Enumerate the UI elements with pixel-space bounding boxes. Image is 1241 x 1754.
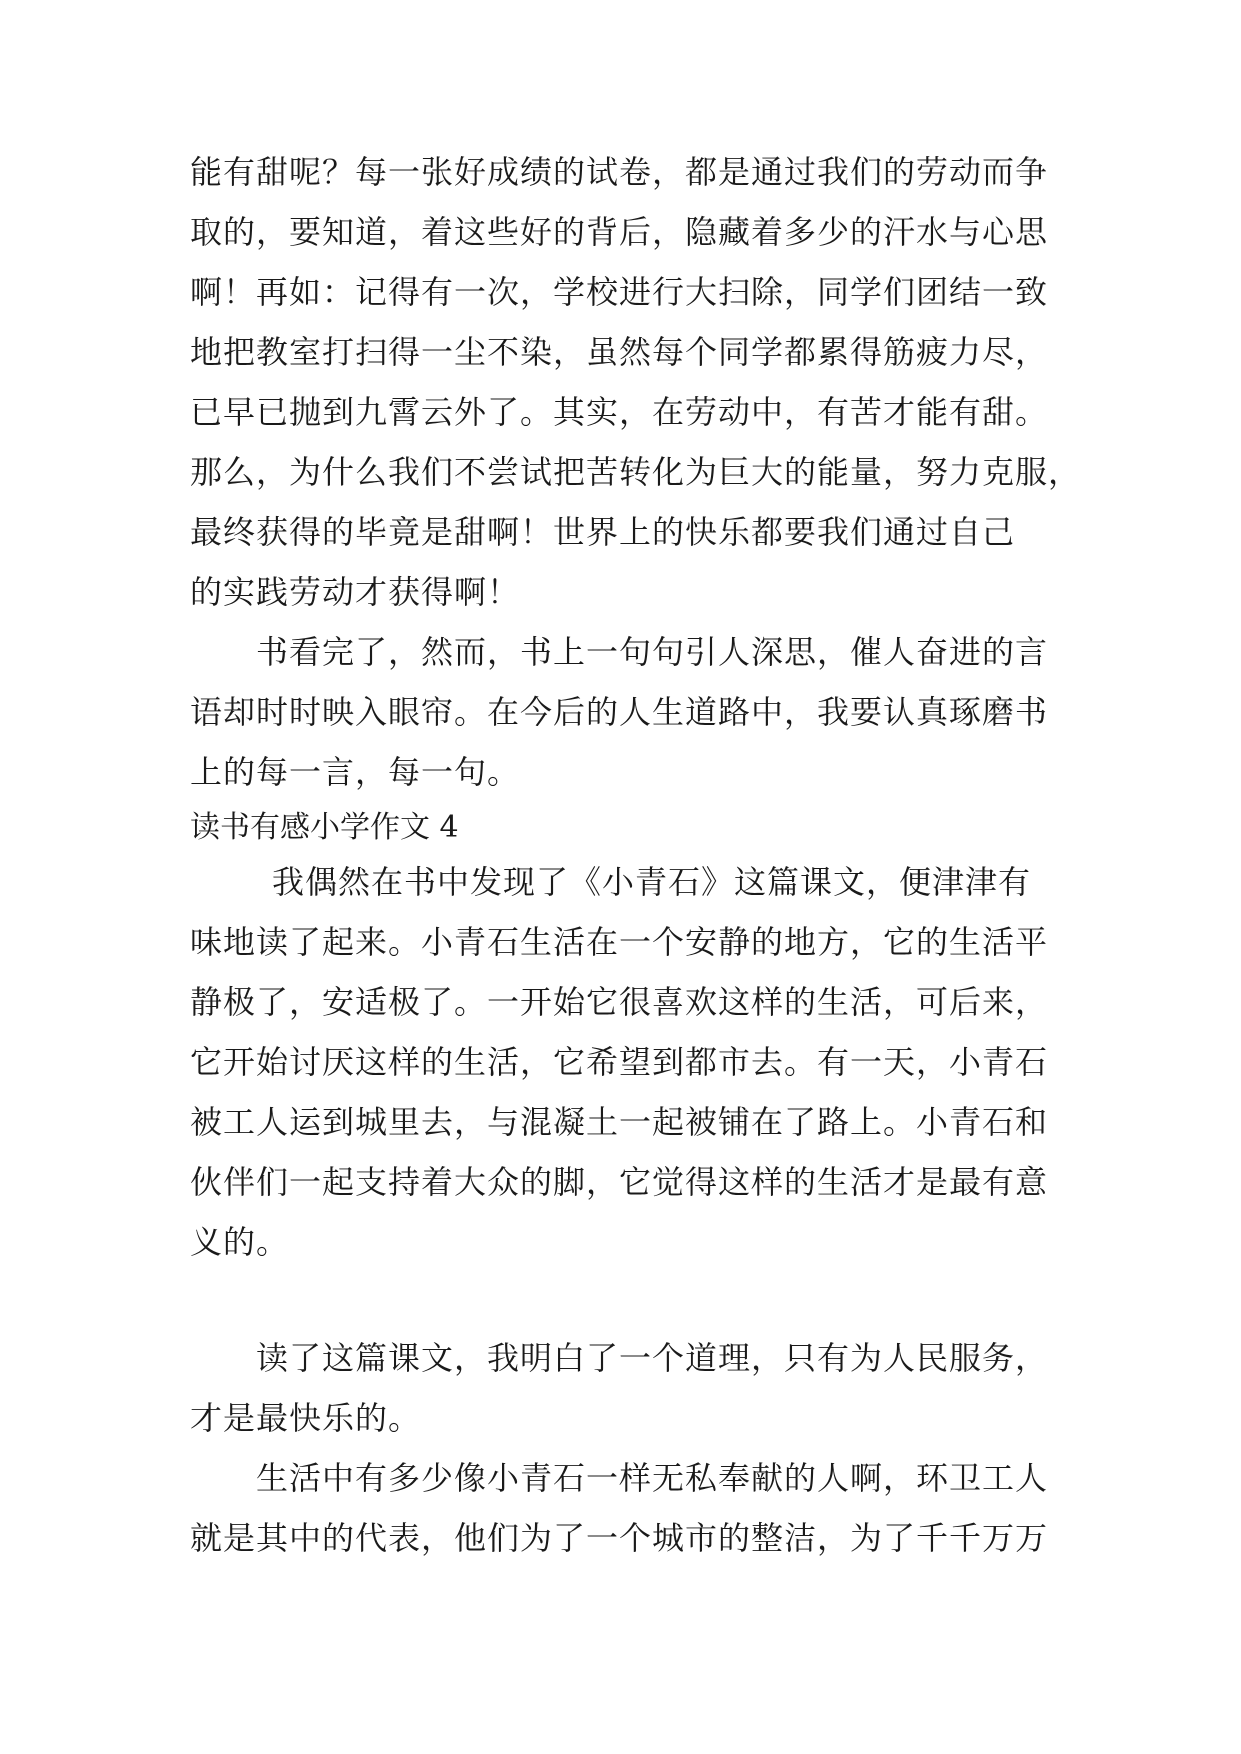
- text-line: 语却时时映入眼帘。在今后的人生道路中，我要认真琢磨书: [190, 693, 1049, 731]
- text-line: 那么，为什么我们不尝试把苦转化为巨大的能量，努力克服，: [190, 453, 1082, 491]
- text-line: 已早已抛到九霄云外了。其实，在劳动中，有苦才能有甜。: [190, 393, 1049, 431]
- text-line: 就是其中的代表，他们为了一个城市的整洁，为了千千万万: [190, 1519, 1049, 1557]
- paragraph-first-line: 读了这篇课文，我明白了一个道理，只有为人民服务，: [256, 1339, 1049, 1377]
- section-heading: 读书有感小学作文 4: [190, 810, 459, 845]
- text-line: 伙伴们一起支持着大众的脚，它觉得这样的生活才是最有意: [190, 1163, 1049, 1201]
- text-line: 味地读了起来。小青石生活在一个安静的地方，它的生活平: [190, 923, 1049, 961]
- text-line: 它开始讨厌这样的生活，它希望到都市去。有一天，小青石: [190, 1043, 1049, 1081]
- paragraph-first-line: 书看完了，然而，书上一句句引人深思，催人奋进的言: [256, 633, 1049, 671]
- text-line: 最终获得的毕竟是甜啊！世界上的快乐都要我们通过自己: [190, 513, 1016, 551]
- text-line: 静极了，安适极了。一开始它很喜欢这样的生活，可后来，: [190, 983, 1049, 1021]
- text-line: 被工人运到城里去，与混凝土一起被铺在了路上。小青石和: [190, 1103, 1049, 1141]
- paragraph-first-line: 我偶然在书中发现了《小青石》这篇课文，便津津有: [272, 863, 1032, 901]
- paragraph-first-line: 生活中有多少像小青石一样无私奉献的人啊，环卫工人: [256, 1459, 1049, 1497]
- text-line: 义的。: [190, 1223, 290, 1261]
- text-line: 的实践劳动才获得啊！: [190, 573, 521, 611]
- text-line: 地把教室打扫得一尘不染，虽然每个同学都累得筋疲力尽，: [190, 333, 1049, 371]
- text-line: 能有甜呢？每一张好成绩的试卷，都是通过我们的劳动而争: [190, 153, 1049, 191]
- text-line: 上的每一言，每一句。: [190, 753, 521, 791]
- text-line: 啊！再如：记得有一次，学校进行大扫除，同学们团结一致: [190, 273, 1049, 311]
- text-line: 取的，要知道，着这些好的背后，隐藏着多少的汗水与心思: [190, 213, 1049, 251]
- text-line: 才是最快乐的。: [190, 1399, 422, 1437]
